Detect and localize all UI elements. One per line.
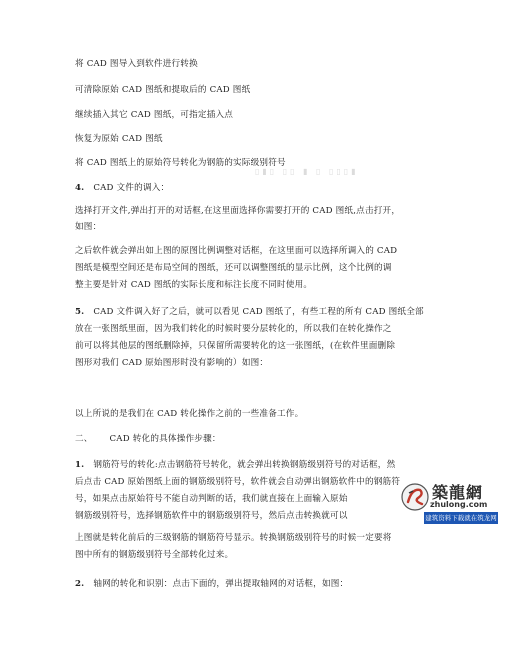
section-5-heading bbox=[75, 306, 424, 318]
paragraph-line: 之后软件就会弹出如上图的原图比例调整对话框，在这里面可以选择所调入的 CAD bbox=[75, 246, 398, 256]
section-4-heading bbox=[75, 182, 169, 194]
step-1-heading bbox=[75, 459, 395, 471]
paragraph-line: 图形对我们 CAD 原始图形时没有影响的）如图： bbox=[75, 358, 269, 368]
paragraph-line: 放在一张图纸里面，因为我们转化的时候时要分层转化的，所以我们在转化操作之 bbox=[75, 324, 392, 334]
chapter-number: 二、 bbox=[75, 434, 93, 444]
chapter-heading bbox=[75, 433, 221, 445]
paragraph-line: 号，如果点击原始符号不能自动判断的话，我们就直接在上面输入原始 bbox=[75, 494, 348, 504]
paragraph-line: 如图： bbox=[75, 222, 102, 232]
paragraph-line: 图纸是模型空间还是布局空间的图纸，还可以调整图纸的显示比例，这个比例的调 bbox=[75, 263, 392, 273]
paragraph-line: 图中所有的钢筋级别符号全部转化过来。 bbox=[75, 550, 234, 560]
paragraph-line: 前可以将其他层的图纸删除掉，只保留所需要转化的这一张图纸，(在软件里面删除 bbox=[75, 341, 396, 351]
watermark-name: 築龍網 bbox=[432, 483, 484, 502]
paragraph-line: 整主要是针对 CAD 图纸的实际长度和标注长度不同时使用。 bbox=[75, 280, 313, 290]
list-line: 将 CAD 图导入到软件进行转换 bbox=[75, 59, 198, 69]
zhulong-logo-icon bbox=[400, 482, 430, 512]
faint-background-text: ▯▮▯ ▯▯ ▮ ▯ ▯▯▯▮ bbox=[255, 167, 359, 176]
section-number: 4. bbox=[75, 183, 85, 193]
step-text: 轴网的转化和识别：点击下面的，弹出提取轴网的对话框，如图： bbox=[93, 579, 349, 589]
step-number: 1. bbox=[75, 460, 85, 470]
zhulong-watermark bbox=[400, 478, 498, 552]
watermark-url: zhulong.com bbox=[430, 500, 488, 509]
section-number: 5. bbox=[75, 307, 85, 317]
list-line: 继续插入其它 CAD 图纸，可指定插入点 bbox=[75, 110, 234, 120]
list-line: 恢复为原始 CAD 图纸 bbox=[75, 134, 163, 144]
paragraph-line: 钢筋级别符号，选择钢筋软件中的钢筋级别符号，然后点击转换就可以 bbox=[75, 511, 348, 521]
paragraph-line: 以上所说的是我们在 CAD 转化操作之前的一些准备工作。 bbox=[75, 409, 304, 419]
list-line: 将 CAD 图纸上的原始符号转化为钢筋的实际级别符号 bbox=[75, 158, 286, 168]
step-text: 钢筋符号的转化:点击钢筋符号转化，就会弹出转换钢筋级别符号的对话框，然 bbox=[93, 460, 396, 470]
paragraph-line: 选择打开文件,弹出打开的对话框,在这里面选择你需要打开的 CAD 图纸,点击打开， bbox=[75, 206, 401, 216]
section-title: CAD 文件的调入： bbox=[93, 183, 170, 193]
paragraph-line: 后点击 CAD 原始图纸上面的钢筋级别符号，软件就会自动弹出钢筋软件中的钢筋符 bbox=[75, 477, 401, 487]
list-line: 可清除原始 CAD 图纸和提取后的 CAD 图纸 bbox=[75, 85, 251, 95]
step-2-heading bbox=[75, 578, 348, 590]
chapter-title: CAD 转化的具体操作步骤： bbox=[109, 434, 221, 444]
step-number: 2. bbox=[75, 579, 85, 589]
section-text: CAD 文件调入好了之后，就可以看见 CAD 图纸了，有些工程的所有 CAD 图纸全部 bbox=[93, 307, 424, 317]
watermark-slogan: 建筑资料下载就在筑龙网 bbox=[425, 514, 497, 522]
paragraph-line: 上图就是转化前后的三级钢筋的钢筋符号显示。转换钢筋级别符号的时候一定要将 bbox=[75, 533, 392, 543]
